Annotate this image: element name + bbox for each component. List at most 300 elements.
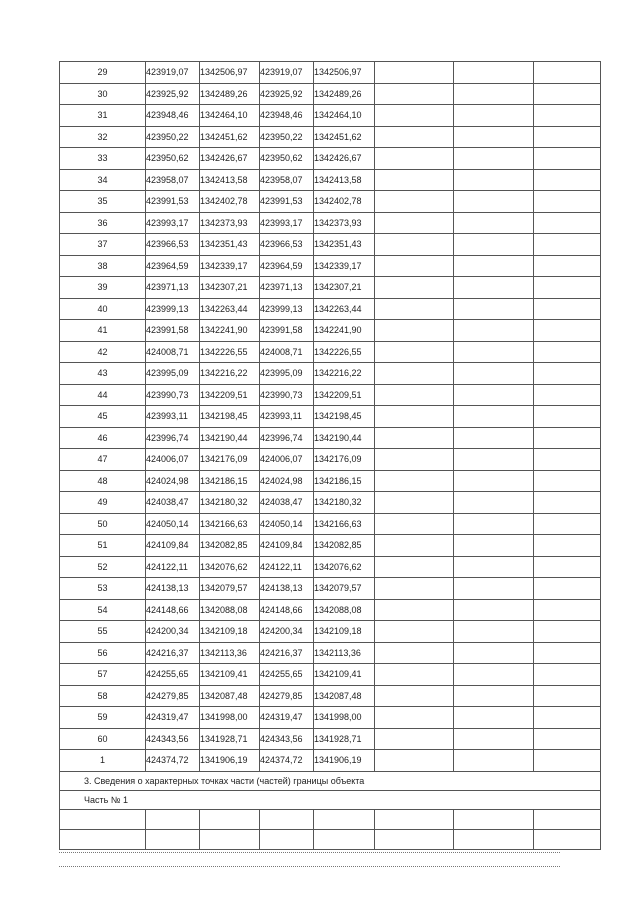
coordinate-cell: 1342180,32 xyxy=(200,492,260,514)
empty-cell xyxy=(534,728,601,750)
coordinate-cell: 424319,47 xyxy=(260,707,314,729)
empty-cell xyxy=(534,449,601,471)
table-row xyxy=(60,169,601,191)
coordinate-cell: 424374,72 xyxy=(146,750,200,772)
coordinate-cell: 424343,56 xyxy=(146,728,200,750)
empty-cell xyxy=(454,829,534,849)
coordinate-cell: 424138,13 xyxy=(260,578,314,600)
empty-cell xyxy=(534,578,601,600)
coordinate-cell: 1342180,32 xyxy=(314,492,375,514)
empty-cell xyxy=(200,809,260,829)
coordinate-cell: 1341928,71 xyxy=(200,728,260,750)
coordinate-cell: 424319,47 xyxy=(146,707,200,729)
coordinate-cell: 423990,73 xyxy=(146,384,200,406)
coordinate-cell: 1342506,97 xyxy=(314,62,375,84)
empty-cell xyxy=(454,427,534,449)
coordinate-cell: 424279,85 xyxy=(146,685,200,707)
coordinate-cell: 424255,65 xyxy=(146,664,200,686)
empty-cell xyxy=(375,277,454,299)
point-number-cell: 36 xyxy=(60,212,146,234)
coordinate-cell: 423995,09 xyxy=(260,363,314,385)
table-row xyxy=(60,384,601,406)
coordinate-cell: 424138,13 xyxy=(146,578,200,600)
empty-cell xyxy=(375,707,454,729)
coordinate-cell: 424008,71 xyxy=(146,341,200,363)
coordinate-cell: 1342166,63 xyxy=(200,513,260,535)
table-row xyxy=(60,341,601,363)
empty-cell xyxy=(375,556,454,578)
empty-cell xyxy=(375,427,454,449)
coordinate-cell: 423999,13 xyxy=(146,298,200,320)
empty-cell xyxy=(534,664,601,686)
empty-cell xyxy=(454,169,534,191)
table-row xyxy=(60,556,601,578)
coordinate-cell: 424109,84 xyxy=(146,535,200,557)
empty-cell xyxy=(60,829,146,849)
point-number-cell: 57 xyxy=(60,664,146,686)
table-row xyxy=(60,578,601,600)
coordinate-cell: 1342209,51 xyxy=(200,384,260,406)
coordinate-cell: 1341928,71 xyxy=(314,728,375,750)
table-row xyxy=(60,513,601,535)
empty-cell xyxy=(260,829,314,849)
empty-cell xyxy=(454,320,534,342)
point-number-cell: 48 xyxy=(60,470,146,492)
empty-cell xyxy=(375,191,454,213)
coordinate-cell: 1342351,43 xyxy=(200,234,260,256)
coordinate-cell: 1342464,10 xyxy=(314,105,375,127)
empty-cell xyxy=(375,535,454,557)
empty-cell xyxy=(454,83,534,105)
coordinates-table-body xyxy=(60,62,601,772)
empty-cell xyxy=(375,255,454,277)
coordinate-cell: 423993,17 xyxy=(146,212,200,234)
coordinate-cell: 423991,53 xyxy=(146,191,200,213)
empty-cell xyxy=(454,126,534,148)
table-row xyxy=(60,83,601,105)
point-number-cell: 51 xyxy=(60,535,146,557)
coordinate-cell: 1342113,36 xyxy=(200,642,260,664)
footer-dotted-line xyxy=(59,852,560,853)
empty-row xyxy=(60,829,601,849)
empty-cell xyxy=(454,707,534,729)
empty-cell xyxy=(534,829,601,849)
empty-cell xyxy=(454,62,534,84)
empty-cell xyxy=(534,513,601,535)
table-row xyxy=(60,535,601,557)
coordinate-cell: 1342082,85 xyxy=(314,535,375,557)
table-row xyxy=(60,685,601,707)
coordinate-cell: 424148,66 xyxy=(260,599,314,621)
empty-cell xyxy=(534,809,601,829)
empty-cell xyxy=(375,212,454,234)
empty-cell xyxy=(375,384,454,406)
coordinate-cell: 1342079,57 xyxy=(314,578,375,600)
empty-cell xyxy=(375,809,454,829)
point-number-cell: 29 xyxy=(60,62,146,84)
coordinate-cell: 423993,11 xyxy=(146,406,200,428)
part-row xyxy=(60,790,601,809)
empty-cell xyxy=(454,191,534,213)
coordinate-cell: 423948,46 xyxy=(146,105,200,127)
point-number-cell: 54 xyxy=(60,599,146,621)
empty-cell xyxy=(375,234,454,256)
empty-cell xyxy=(375,169,454,191)
coordinate-cell: 423993,17 xyxy=(260,212,314,234)
empty-cell xyxy=(375,298,454,320)
point-number-cell: 30 xyxy=(60,83,146,105)
empty-cell xyxy=(375,406,454,428)
empty-cell xyxy=(454,406,534,428)
coordinate-cell: 423999,13 xyxy=(260,298,314,320)
coordinate-cell: 424216,37 xyxy=(146,642,200,664)
point-number-cell: 56 xyxy=(60,642,146,664)
empty-cell xyxy=(375,621,454,643)
empty-cell xyxy=(454,277,534,299)
coordinate-cell: 1342226,55 xyxy=(314,341,375,363)
empty-cell xyxy=(534,406,601,428)
point-number-cell: 50 xyxy=(60,513,146,535)
empty-cell xyxy=(534,255,601,277)
coordinate-cell: 423958,07 xyxy=(146,169,200,191)
coordinate-cell: 424200,34 xyxy=(146,621,200,643)
coordinate-cell: 1342186,15 xyxy=(314,470,375,492)
empty-cell xyxy=(534,427,601,449)
empty-cell xyxy=(146,829,200,849)
empty-cell xyxy=(454,341,534,363)
table-row xyxy=(60,728,601,750)
coordinate-cell: 1342216,22 xyxy=(314,363,375,385)
coordinate-cell: 1342087,48 xyxy=(314,685,375,707)
empty-cell xyxy=(454,535,534,557)
table-row xyxy=(60,599,601,621)
empty-cell xyxy=(454,809,534,829)
empty-cell xyxy=(454,750,534,772)
point-number-cell: 49 xyxy=(60,492,146,514)
coordinate-cell: 1342113,36 xyxy=(314,642,375,664)
point-number-cell: 34 xyxy=(60,169,146,191)
point-number-cell: 42 xyxy=(60,341,146,363)
section-3-row xyxy=(60,771,601,790)
empty-cell xyxy=(534,384,601,406)
table-row xyxy=(60,492,601,514)
coordinate-cell: 1341906,19 xyxy=(200,750,260,772)
empty-cell xyxy=(454,621,534,643)
point-number-cell: 58 xyxy=(60,685,146,707)
coordinate-cell: 424008,71 xyxy=(260,341,314,363)
coordinate-cell: 424050,14 xyxy=(260,513,314,535)
coordinate-cell: 1342176,09 xyxy=(200,449,260,471)
empty-cell xyxy=(146,809,200,829)
empty-cell xyxy=(375,492,454,514)
empty-cell xyxy=(375,513,454,535)
empty-cell xyxy=(534,277,601,299)
coordinate-cell: 424148,66 xyxy=(146,599,200,621)
empty-cell xyxy=(534,234,601,256)
coordinate-cell: 424006,07 xyxy=(260,449,314,471)
point-number-cell: 47 xyxy=(60,449,146,471)
empty-cell xyxy=(534,298,601,320)
empty-cell xyxy=(534,212,601,234)
table-row xyxy=(60,277,601,299)
coordinate-cell: 1342087,48 xyxy=(200,685,260,707)
coordinate-cell: 1342226,55 xyxy=(200,341,260,363)
coordinate-cell: 1342426,67 xyxy=(200,148,260,170)
empty-cell xyxy=(534,126,601,148)
point-number-cell: 33 xyxy=(60,148,146,170)
empty-cell xyxy=(314,809,375,829)
coordinate-cell: 1342079,57 xyxy=(200,578,260,600)
empty-cell xyxy=(534,169,601,191)
empty-cell xyxy=(454,470,534,492)
coordinate-cell: 1342506,97 xyxy=(200,62,260,84)
empty-cell xyxy=(375,728,454,750)
point-number-cell: 32 xyxy=(60,126,146,148)
coordinate-cell: 1342109,41 xyxy=(200,664,260,686)
table-row xyxy=(60,212,601,234)
coordinate-cell: 1342166,63 xyxy=(314,513,375,535)
empty-cell xyxy=(454,449,534,471)
coordinate-cell: 1342263,44 xyxy=(200,298,260,320)
coordinate-cell: 423950,62 xyxy=(146,148,200,170)
table-row xyxy=(60,750,601,772)
empty-cell xyxy=(454,513,534,535)
point-number-cell: 44 xyxy=(60,384,146,406)
empty-cell xyxy=(534,341,601,363)
coordinate-cell: 1341998,00 xyxy=(314,707,375,729)
empty-cell xyxy=(454,148,534,170)
coordinate-cell: 1342241,90 xyxy=(200,320,260,342)
empty-cell xyxy=(454,298,534,320)
point-number-cell: 39 xyxy=(60,277,146,299)
table-row xyxy=(60,148,601,170)
point-number-cell: 43 xyxy=(60,363,146,385)
empty-cell xyxy=(375,126,454,148)
coordinate-cell: 424122,11 xyxy=(146,556,200,578)
empty-cell xyxy=(375,578,454,600)
empty-cell xyxy=(454,685,534,707)
coordinate-cell: 423990,73 xyxy=(260,384,314,406)
coordinate-cell: 424024,98 xyxy=(146,470,200,492)
empty-cell xyxy=(534,105,601,127)
coordinate-cell: 1342489,26 xyxy=(200,83,260,105)
coordinate-cell: 1342198,45 xyxy=(314,406,375,428)
coordinate-cell: 423966,53 xyxy=(260,234,314,256)
coordinate-cell: 423993,11 xyxy=(260,406,314,428)
coordinate-cell: 423971,13 xyxy=(260,277,314,299)
table-row xyxy=(60,427,601,449)
empty-cell xyxy=(534,62,601,84)
coordinate-cell: 1342082,85 xyxy=(200,535,260,557)
coordinate-cell: 1342339,17 xyxy=(314,255,375,277)
table-row xyxy=(60,470,601,492)
coordinate-cell: 1342198,45 xyxy=(200,406,260,428)
coordinate-cell: 1342351,43 xyxy=(314,234,375,256)
coordinate-cell: 1342088,08 xyxy=(200,599,260,621)
table-row xyxy=(60,642,601,664)
coordinate-cell: 1342241,90 xyxy=(314,320,375,342)
empty-cell xyxy=(260,809,314,829)
empty-cell xyxy=(534,750,601,772)
point-number-cell: 38 xyxy=(60,255,146,277)
coordinate-cell: 424038,47 xyxy=(260,492,314,514)
empty-cell xyxy=(454,105,534,127)
point-number-cell: 1 xyxy=(60,750,146,772)
empty-cell xyxy=(454,728,534,750)
coordinate-cell: 423919,07 xyxy=(146,62,200,84)
coordinate-cell: 423925,92 xyxy=(146,83,200,105)
empty-cell xyxy=(534,535,601,557)
coordinate-cell: 424006,07 xyxy=(146,449,200,471)
empty-cell xyxy=(375,363,454,385)
coordinates-table xyxy=(59,61,601,850)
empty-cell xyxy=(375,642,454,664)
coordinate-cell: 424122,11 xyxy=(260,556,314,578)
empty-cell xyxy=(375,750,454,772)
empty-cell xyxy=(200,829,260,849)
empty-cell xyxy=(454,556,534,578)
empty-cell xyxy=(454,578,534,600)
empty-cell xyxy=(454,212,534,234)
table-row xyxy=(60,255,601,277)
empty-cell xyxy=(375,449,454,471)
point-number-cell: 40 xyxy=(60,298,146,320)
empty-cell xyxy=(375,829,454,849)
coordinate-cell: 1342186,15 xyxy=(200,470,260,492)
coordinate-cell: 424343,56 xyxy=(260,728,314,750)
empty-cell xyxy=(375,62,454,84)
footer-dotted-line xyxy=(59,866,560,867)
coordinate-cell: 1342373,93 xyxy=(314,212,375,234)
empty-cell xyxy=(534,148,601,170)
coordinate-cell: 424038,47 xyxy=(146,492,200,514)
coordinate-cell: 423991,53 xyxy=(260,191,314,213)
table-row xyxy=(60,320,601,342)
empty-cell xyxy=(534,621,601,643)
point-number-cell: 53 xyxy=(60,578,146,600)
empty-cell xyxy=(454,492,534,514)
point-number-cell: 37 xyxy=(60,234,146,256)
point-number-cell: 31 xyxy=(60,105,146,127)
coordinate-cell: 424255,65 xyxy=(260,664,314,686)
empty-cell xyxy=(534,492,601,514)
empty-cell xyxy=(534,599,601,621)
coordinate-cell: 1342176,09 xyxy=(314,449,375,471)
empty-cell xyxy=(375,599,454,621)
coordinate-cell: 1342451,62 xyxy=(200,126,260,148)
coordinate-cell: 1342307,21 xyxy=(200,277,260,299)
empty-cell xyxy=(454,255,534,277)
empty-cell xyxy=(375,83,454,105)
coordinate-cell: 1342109,41 xyxy=(314,664,375,686)
point-number-cell: 55 xyxy=(60,621,146,643)
section-3-title: 3. Сведения о характерных точках части (частей) границы объекта xyxy=(60,771,601,790)
empty-cell xyxy=(375,105,454,127)
coordinate-cell: 1342076,62 xyxy=(200,556,260,578)
coordinate-cell: 424216,37 xyxy=(260,642,314,664)
empty-cell xyxy=(534,685,601,707)
coordinate-cell: 1342373,93 xyxy=(200,212,260,234)
coordinate-cell: 1342464,10 xyxy=(200,105,260,127)
empty-cell xyxy=(454,363,534,385)
coordinate-cell: 1342307,21 xyxy=(314,277,375,299)
coordinate-cell: 1342489,26 xyxy=(314,83,375,105)
coordinate-cell: 1342451,62 xyxy=(314,126,375,148)
empty-cell xyxy=(534,556,601,578)
table-row xyxy=(60,406,601,428)
coordinate-cell: 423971,13 xyxy=(146,277,200,299)
coordinate-cell: 1342426,67 xyxy=(314,148,375,170)
empty-row xyxy=(60,809,601,829)
coordinate-cell: 1342109,18 xyxy=(314,621,375,643)
coordinate-cell: 424050,14 xyxy=(146,513,200,535)
table-row xyxy=(60,62,601,84)
coordinate-cell: 423991,58 xyxy=(260,320,314,342)
empty-cell xyxy=(454,234,534,256)
coordinate-cell: 423964,59 xyxy=(260,255,314,277)
empty-cell xyxy=(454,599,534,621)
table-row xyxy=(60,664,601,686)
coordinate-cell: 1342216,22 xyxy=(200,363,260,385)
coordinate-cell: 1342076,62 xyxy=(314,556,375,578)
coordinate-cell: 1342413,58 xyxy=(200,169,260,191)
table-row xyxy=(60,621,601,643)
empty-cell xyxy=(375,685,454,707)
coordinate-cell: 423996,74 xyxy=(260,427,314,449)
table-row xyxy=(60,191,601,213)
point-number-cell: 46 xyxy=(60,427,146,449)
coordinate-cell: 424279,85 xyxy=(260,685,314,707)
coordinate-cell: 1342088,08 xyxy=(314,599,375,621)
point-number-cell: 60 xyxy=(60,728,146,750)
coordinate-cell: 423991,58 xyxy=(146,320,200,342)
empty-cell xyxy=(534,707,601,729)
table-row xyxy=(60,234,601,256)
coordinate-cell: 424374,72 xyxy=(260,750,314,772)
table-row xyxy=(60,126,601,148)
empty-cell xyxy=(375,341,454,363)
coordinate-cell: 423925,92 xyxy=(260,83,314,105)
coordinate-cell: 1342190,44 xyxy=(200,427,260,449)
table-row xyxy=(60,707,601,729)
empty-cell xyxy=(314,829,375,849)
coordinate-cell: 424200,34 xyxy=(260,621,314,643)
empty-cell xyxy=(60,809,146,829)
empty-cell xyxy=(534,83,601,105)
empty-cell xyxy=(454,384,534,406)
coordinate-cell: 423966,53 xyxy=(146,234,200,256)
coordinate-cell: 1342263,44 xyxy=(314,298,375,320)
part-label: Часть № 1 xyxy=(60,790,601,809)
empty-cell xyxy=(375,148,454,170)
coordinate-cell: 423964,59 xyxy=(146,255,200,277)
empty-cell xyxy=(534,642,601,664)
empty-cell xyxy=(534,470,601,492)
point-number-cell: 45 xyxy=(60,406,146,428)
point-number-cell: 59 xyxy=(60,707,146,729)
coordinate-cell: 1341998,00 xyxy=(200,707,260,729)
empty-cell xyxy=(375,664,454,686)
coordinate-cell: 1342109,18 xyxy=(200,621,260,643)
point-number-cell: 52 xyxy=(60,556,146,578)
empty-cell xyxy=(375,470,454,492)
table-row xyxy=(60,449,601,471)
table-row xyxy=(60,298,601,320)
coordinate-cell: 423996,74 xyxy=(146,427,200,449)
table-row xyxy=(60,363,601,385)
empty-cell xyxy=(534,320,601,342)
coordinate-cell: 423995,09 xyxy=(146,363,200,385)
